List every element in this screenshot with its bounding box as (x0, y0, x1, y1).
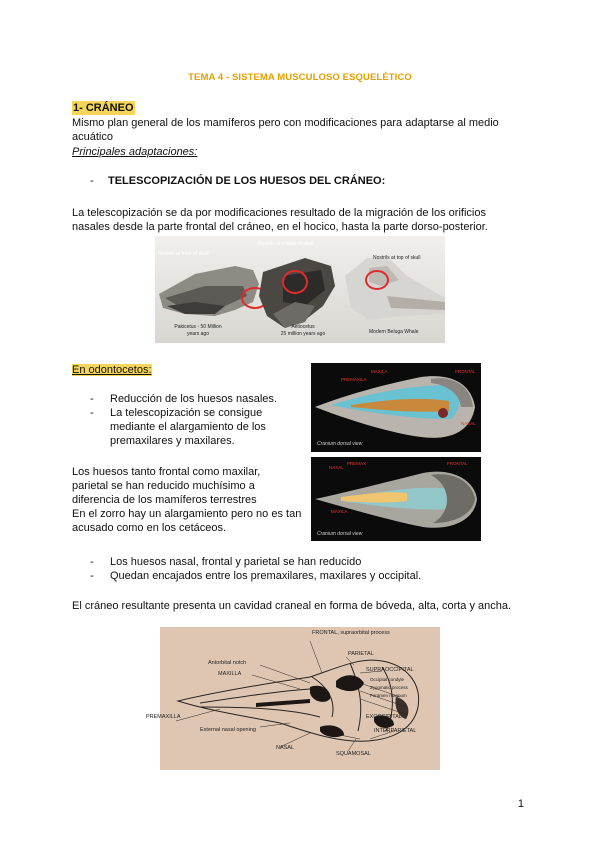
caption-aetiocetus-2: 25 million years ago (280, 331, 326, 337)
subheading: TELESCOPIZACIÓN DE LOS HUESOS DEL CRÁNEO: (108, 175, 386, 187)
list-item: - Los huesos nasal, frontal y parietal se han reducido (88, 555, 528, 569)
label-frontal: FRONTAL (447, 461, 468, 466)
label-external-nasal: External nasal opening (200, 727, 256, 733)
label-top: Nostrils at top of skull (373, 255, 421, 261)
bones-paragraph (72, 465, 312, 535)
list-item: - Quedan encajados entre los premaxilares, maxilares y occipital. (88, 569, 528, 583)
paragraph-line: acusado como en los cetáceos. (72, 522, 227, 534)
dolphin-skull-bottom-figure (311, 457, 481, 541)
caption-top: Cranium dorsal view (317, 441, 363, 447)
bullet-dash: - (90, 175, 94, 187)
skull-evolution-figure (155, 236, 445, 343)
label-parietal: PARIETAL (348, 651, 374, 657)
paragraph-line: parietal se han reducido muchísimo a (72, 480, 255, 492)
dolphin-skull-top-figure (311, 363, 481, 452)
label-squamosal: SQUAMOSAL (336, 751, 371, 757)
intro-text (72, 116, 499, 144)
caption-aetiocetus-1: Aetiocetus (291, 324, 315, 330)
label-maxila: MAXILA (331, 509, 348, 514)
label-nasal: NASAL (329, 465, 344, 470)
label-maxilla: MAXILLA (218, 671, 242, 677)
label-interparietal: INTERPARIETAL (374, 728, 417, 734)
dolphin-skull-top-illustration (311, 363, 481, 452)
skull-diagram-figure (146, 627, 440, 770)
label-exoccipital: EXOCCIPITAL (366, 714, 402, 720)
document-title: TEMA 4 - SISTEMA MUSCULOSO ESQUELÉTICO (188, 72, 412, 83)
label-supraoccipital: SUPRAOCCIPITAL (366, 667, 414, 673)
intro-line: acuático (72, 131, 113, 143)
caption-bottom: Cranium dorsal view (317, 531, 363, 537)
label-premaxila: PREMAXILA (341, 377, 367, 382)
odontocetes-list (88, 392, 298, 448)
list-item: - La telescopización se consigue (88, 406, 298, 420)
label-premaxilla: PREMAXILLA (146, 714, 181, 720)
telescoping-text (72, 206, 488, 234)
label-front: Nostrils at front of skull (158, 251, 209, 257)
label-premax: PREMAX (347, 461, 367, 466)
label-middle: Nostrils at middle of skull (258, 241, 314, 247)
caption-beluga: Modern Beluga Whale (369, 329, 419, 335)
skull-diagram-illustration (160, 627, 440, 770)
conclusion-text: El cráneo resultante presenta un cavidad craneal en forma de bóveda, alta, corta y ancha. (72, 600, 512, 612)
intro-line: Mismo plan general de los mamíferos pero con modificaciones para adaptarse al medio (72, 117, 499, 129)
telescoping-line: nasales desde la parte frontal del cráneo, en el hocico, hasta la parte dorso-posterior. (72, 221, 488, 233)
odontocetes-heading (72, 363, 152, 377)
label-frontal: FRONTAL (455, 369, 476, 374)
paragraph-line: Los huesos tanto frontal como maxilar, (72, 466, 261, 478)
list-item-continuation: mediante el alargamiento de los (110, 421, 266, 433)
telescoping-line: La telescopización se da por modificaciones resultado de la migración de los orificios (72, 207, 486, 219)
caption-pakicetus-1: Pakicetus - 50 Million (174, 324, 222, 330)
odontocetes-heading-text: En odontocetos: (72, 364, 152, 376)
list-item: - Reducción de los huesos nasales. (88, 392, 298, 406)
paragraph-line: diferencia de los mamíferos terrestres (72, 494, 257, 506)
bones-list (88, 555, 528, 583)
label-frontal: FRONTAL, supraorbital process (312, 630, 390, 636)
label-maxila: MAXILA (371, 369, 388, 374)
adaptations-label: Principales adaptaciones: (72, 146, 198, 158)
label-nasal: NASAL (461, 421, 476, 426)
page-number: 1 (517, 798, 524, 810)
section-heading: 1- CRÁNEO (73, 102, 134, 114)
label-nasal: NASAL (276, 745, 295, 751)
label-foramen: Foramen magnum (370, 693, 407, 698)
label-occipital-condyle: Occipital condyle (370, 677, 405, 682)
list-item-continuation: premaxilares y maxilares. (110, 435, 235, 447)
label-antorbital: Antorbital notch (208, 660, 247, 666)
paragraph-line: En el zorro hay un alargamiento pero no es tan (72, 508, 302, 520)
label-zygomatic: Zygomatic process (370, 685, 408, 690)
caption-pakicetus-2: years ago (187, 331, 209, 337)
